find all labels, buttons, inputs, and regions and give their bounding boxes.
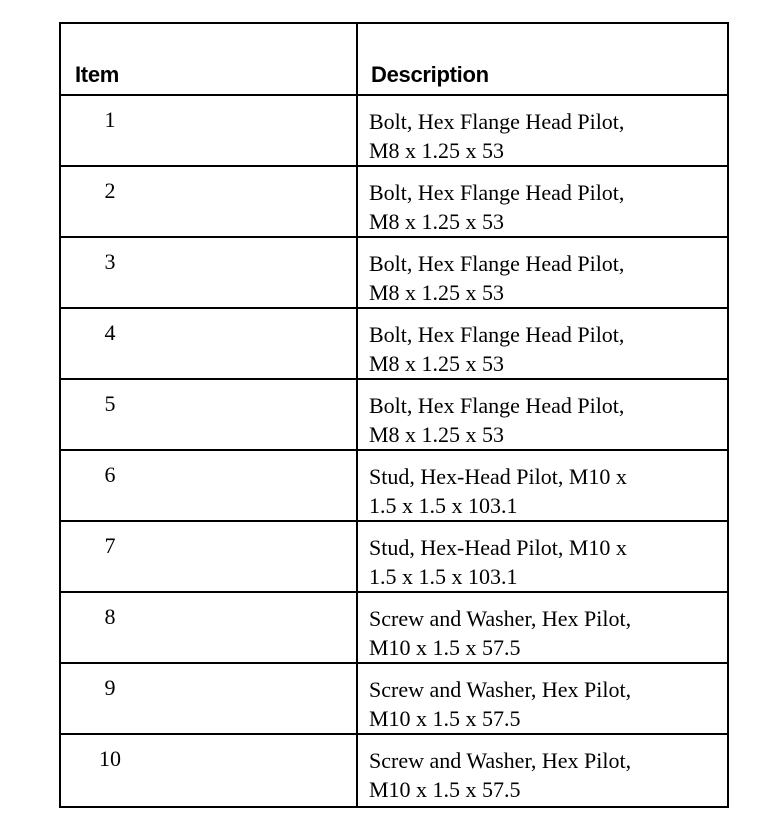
item-number: 7	[104, 533, 116, 558]
table-row	[61, 96, 727, 167]
item-number: 5	[104, 391, 116, 416]
description-line-1: Screw and Washer, Hex Pilot,	[369, 677, 632, 702]
description-line-1: Bolt, Hex Flange Head Pilot,	[369, 251, 625, 276]
table-row	[61, 309, 727, 380]
table-row	[61, 451, 727, 522]
item-number: 3	[104, 249, 116, 274]
description-line-2: 1.5 x 1.5 x 103.1	[369, 564, 518, 589]
item-description	[369, 249, 719, 307]
table-body	[61, 96, 727, 806]
description-line-2: 1.5 x 1.5 x 103.1	[369, 493, 518, 518]
item-description	[369, 533, 719, 591]
item-number: 2	[104, 178, 116, 203]
description-line-2: M8 x 1.25 x 53	[369, 209, 505, 234]
table-header	[61, 24, 727, 96]
description-line-1: Stud, Hex-Head Pilot, M10 x	[369, 535, 627, 560]
item-description	[369, 178, 719, 236]
item-description	[369, 604, 719, 662]
item-description	[369, 391, 719, 449]
item-description	[369, 107, 719, 165]
item-number: 9	[104, 675, 116, 700]
table-row	[61, 380, 727, 451]
item-number: 6	[104, 462, 116, 487]
description-line-2: M8 x 1.25 x 53	[369, 138, 505, 163]
table-row	[61, 664, 727, 735]
table-row	[61, 593, 727, 664]
table-row	[61, 522, 727, 593]
description-line-1: Bolt, Hex Flange Head Pilot,	[369, 393, 625, 418]
description-line-1: Stud, Hex-Head Pilot, M10 x	[369, 464, 627, 489]
header-description: Description	[371, 62, 489, 87]
description-line-2: M10 x 1.5 x 57.5	[369, 635, 521, 660]
description-line-1: Screw and Washer, Hex Pilot,	[369, 606, 632, 631]
item-number: 10	[99, 746, 121, 771]
description-line-2: M10 x 1.5 x 57.5	[369, 777, 521, 802]
item-description	[369, 320, 719, 378]
table-row	[61, 167, 727, 238]
description-line-2: M10 x 1.5 x 57.5	[369, 706, 521, 731]
item-description	[369, 462, 719, 520]
header-item: Item	[75, 62, 120, 87]
parts-table	[59, 22, 729, 808]
item-description	[369, 746, 719, 804]
item-number: 8	[104, 604, 116, 629]
description-line-2: M8 x 1.25 x 53	[369, 280, 505, 305]
description-line-1: Bolt, Hex Flange Head Pilot,	[369, 109, 625, 134]
description-line-1: Screw and Washer, Hex Pilot,	[369, 748, 632, 773]
description-line-1: Bolt, Hex Flange Head Pilot,	[369, 180, 625, 205]
table-row	[61, 238, 727, 309]
description-line-2: M8 x 1.25 x 53	[369, 422, 505, 447]
item-description	[369, 675, 719, 733]
item-number: 1	[104, 107, 116, 132]
description-line-2: M8 x 1.25 x 53	[369, 351, 505, 376]
description-line-1: Bolt, Hex Flange Head Pilot,	[369, 322, 625, 347]
table-row	[61, 735, 727, 806]
item-number: 4	[104, 320, 116, 345]
